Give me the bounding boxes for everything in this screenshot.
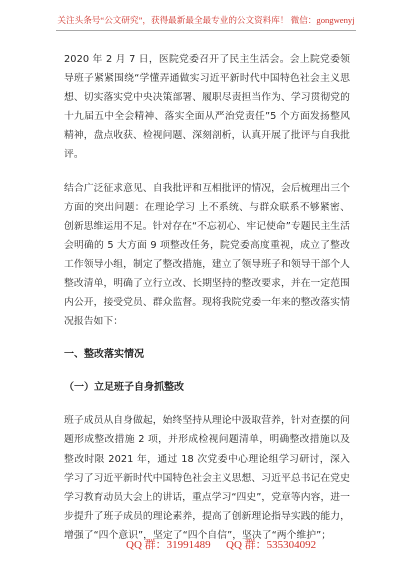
document-body <box>64 50 350 557</box>
footer-qq-group-1: QQ 群：31991489 <box>126 539 211 551</box>
page-header <box>56 8 356 31</box>
paragraph-issues: 结合广泛征求意见、自我批评和互相批评的情况，会后梳理出三个方面的突出问题：在理论学习 上不系统、与群众联系不够紧密、创新思维运用不足。针对存在“不忘初心、牢记使命”专题民主生活会明确的 5 大方面 9 项整改任务，院党委高度重视，成立了整改工作领导小组，制定了整改措施，建立了领导班子和领导干部个人整改清单，明确了立行立改、长期坚持的整改要求，并在一定范围内公开，接受党员、群众监督。现将我院党委一年来的整改落实情况报告如下： <box>64 182 350 328</box>
footer-qq-group-2: QQ 群：535304092 <box>226 539 317 551</box>
subsection-heading: （一）立足班子自身抓整改 <box>64 382 184 394</box>
paragraph-intro: 2020 年 2 月 7 日，医院党委召开了民主生活会。会上院党委领导班子紧紧围绕“学懂弄通做实习近平新时代中国特色社会主义思想、切实落实党中央决策部署、履职尽责担当作为、学习贯彻党的十九届五中全会精神、落实全面从严治党责任”5 个方面发扬整风精神，盘点收获、检视问题、深刻剖析，认真开展了批评与自我批评。 <box>64 54 350 161</box>
section-heading: 一、整改落实情况 <box>64 349 144 361</box>
page-footer <box>0 534 408 554</box>
header-banner: 关注头条号“公文研究”，获得最新最全最专业的公文资料库！ 微信：gongwenyj <box>57 15 355 25</box>
paragraph-rectification: 班子成员从自身做起，始终坚持从理论中汲取营养，针对查摆的问题形成整改措施 2 项，并形成检视问题清单，明确整改措施以及整改时限 2021 年，通过 18 次党委中心理论组学习研讨，深入学习了习近平新时代中国特色社会主义思想、习近平总书记在党史学习教育动员大会上的讲话，重点学习“四史”，党章等内容，进一步提升了班子成员的理论素养，提高了创新理论指导实践的能力，增强了“四个意识”，坚定了“四个自信”，坚决了“两个维护”； <box>64 415 350 541</box>
